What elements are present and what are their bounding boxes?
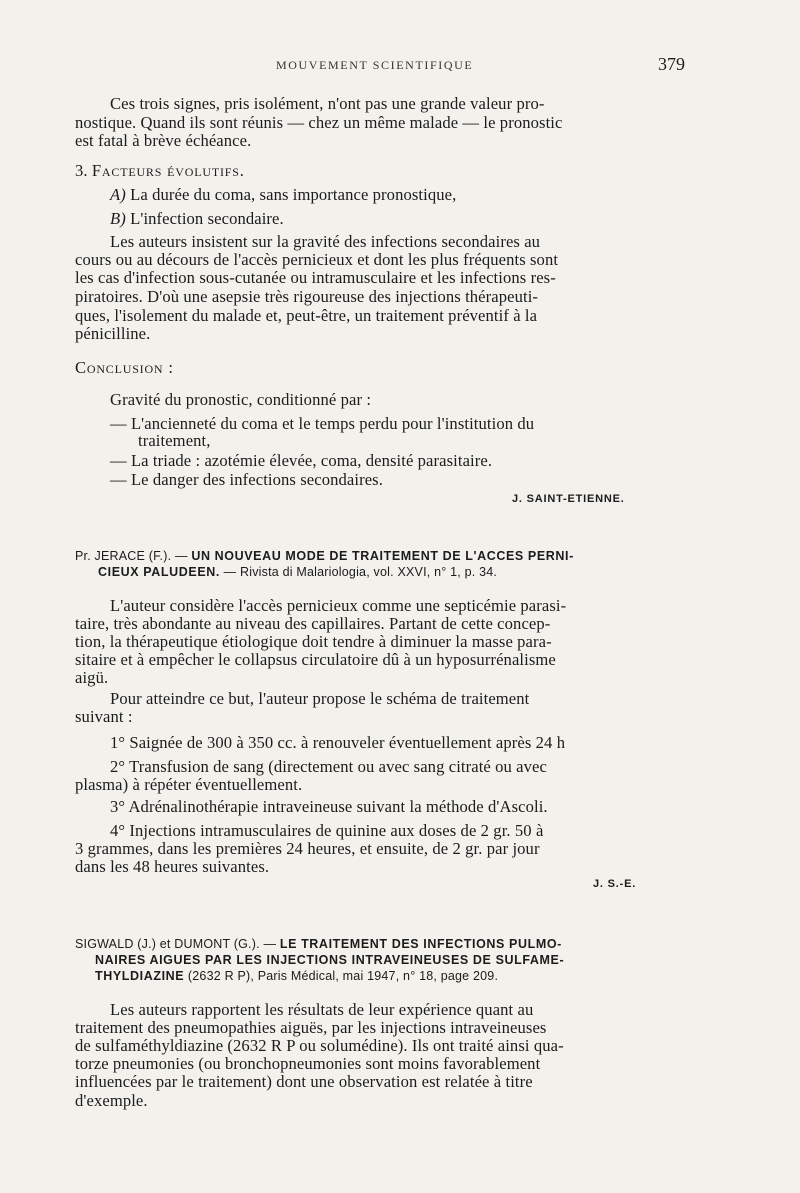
text-line: tion, la thérapeutique étiologique doit tendre à diminuer la masse para- [75,632,552,651]
list-text: L'infection secondaire. [125,209,284,228]
text-line: — Le danger des infections secondaires. [110,470,383,489]
text-line: cours ou au décours de l'accès pernicieux et dont les plus fréquents sont [75,250,559,269]
signature: J. SAINT-ETIENNE. [512,493,625,505]
text-line: les cas d'infection sous-cutanée ou intramusculaire et les infections res- [75,268,556,287]
text-line: — L'ancienneté du coma et le temps perdu pour l'institution du [110,414,535,433]
treatment-step-cont: 3 grammes, dans les premières 24 heures, et ensuite, de 2 gr. par jour [75,839,540,858]
article-author: Pr. JERACE (F.). — [75,549,192,563]
text-line: pénicilline. [75,324,151,343]
text-line: influencées par le traitement) dont une observation est relatée à titre [75,1072,533,1091]
text-line: Ces trois signes, pris isolément, n'ont pas une grande valeur pro- [110,94,545,113]
text-line: L'auteur considère l'accès pernicieux comme une septicémie parasi- [110,596,567,615]
article-author: SIGWALD (J.) et DUMONT (G.). — [75,937,280,951]
article-reference [75,548,574,564]
article-source: — Rivista di Malariologia, vol. XXVI, n° 1, p. 34. [219,565,498,579]
signature: J. S.-E. [593,878,637,890]
list-letter: A) [110,185,126,204]
text-line: de sulfaméthyldiazine (2632 R P ou solumédine). Ils ont traité ainsi qua- [75,1036,564,1055]
text-line: traitement des pneumopathies aiguës, par les injections intraveineuses [75,1018,547,1037]
treatment-step: 4° Injections intramusculaires de quinine aux doses de 2 gr. 50 à [110,821,544,840]
text-line: est fatal à brève échéance. [75,131,252,150]
treatment-step: 3° Adrénalinothérapie intraveineuse suivant la méthode d'Ascoli. [110,797,548,816]
text-line: taire, très abondante au niveau des capillaires. Partant de cette concep- [75,614,551,633]
article-title: CIEUX PALUDEEN. [98,565,220,579]
text-line: — La triade : azotémie élevée, coma, densité parasitaire. [110,451,493,470]
text-line: Gravité du pronostic, conditionné par : [110,390,372,409]
conclusion-heading: Conclusion : [75,358,174,377]
text-line: nostique. Quand ils sont réunis — chez un même malade — le pronostic [75,113,563,132]
article-title: THYLDIAZINE [95,969,185,983]
page-number: 379 [658,54,685,74]
treatment-step-cont: plasma) à répéter éventuellement. [75,775,303,794]
text-line: traitement, [138,431,211,450]
text-line: aigü. [75,668,109,687]
text-line: ques, l'isolement du malade et, peut-être, un traitement préventif à la [75,306,538,325]
treatment-step-cont: dans les 48 heures suivantes. [75,857,270,876]
article-reference-cont [95,968,498,984]
text-line: d'exemple. [75,1091,148,1110]
treatment-step: 1° Saignée de 300 à 350 cc. à renouveler éventuellement après 24 h [110,733,566,752]
section-heading [75,161,245,180]
section-title: Facteurs évolutifs. [91,161,245,180]
list-item [110,185,456,204]
text-line: suivant : [75,707,133,726]
text-line: Les auteurs rapportent les résultats de leur expérience quant au [110,1000,534,1019]
list-letter: B) [110,209,126,228]
text-line: sitaire et à empêcher le collapsus circulatoire dû à un hyposurrénalisme [75,650,556,669]
article-reference [75,936,562,952]
text-line: torze pneumonies (ou bronchopneumonies sont moins favorablement [75,1054,541,1073]
treatment-step: 2° Transfusion de sang (directement ou avec sang citraté ou avec [110,757,547,776]
list-item [110,209,284,228]
running-title: MOUVEMENT SCIENTIFIQUE [276,58,474,72]
section-number: 3. [75,161,88,180]
article-title: LE TRAITEMENT DES INFECTIONS PULMO- [279,937,562,951]
article-title: UN NOUVEAU MODE DE TRAITEMENT DE L'ACCES PERNI- [191,549,574,563]
article-source: (2632 R P), Paris Médical, mai 1947, n° 18, page 209. [184,969,499,983]
text-line: piratoires. D'où une asepsie très rigoureuse des injections thérapeuti- [75,287,539,306]
article-reference-cont: NAIRES AIGUES PAR LES INJECTIONS INTRAVEINEUSES DE SULFAME- [95,953,565,967]
text-line: Les auteurs insistent sur la gravité des infections secondaires au [110,232,541,251]
text-line: Pour atteindre ce but, l'auteur propose le schéma de traitement [110,689,530,708]
list-text: La durée du coma, sans importance pronostique, [125,185,457,204]
article-reference-cont [98,564,497,580]
